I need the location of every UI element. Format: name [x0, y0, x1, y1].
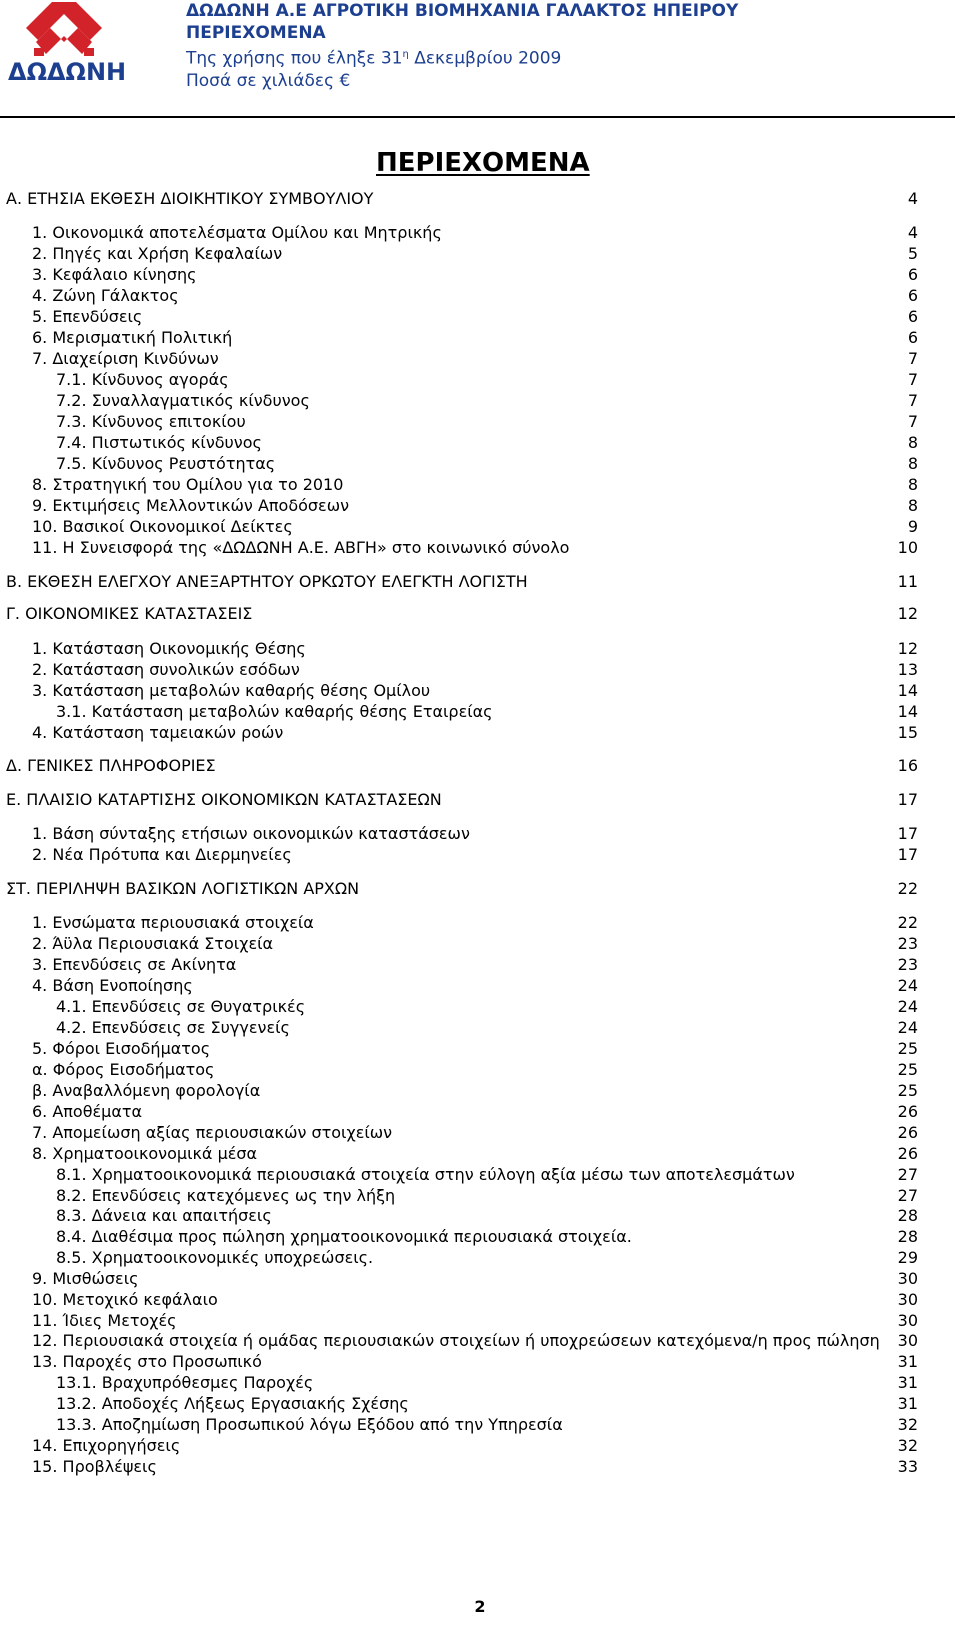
- toc-entry-label: Β. ΕΚΘΕΣΗ ΕΛΕΓΧΟΥ ΑΝΕΞΑΡΤΗΤΟΥ ΟΡΚΩΤΟΥ ΕΛΕΓΚΤΗ ΛΟΓΙΣΤΗ: [6, 572, 528, 591]
- toc-entry[interactable]: [0, 1415, 918, 1435]
- toc-entry[interactable]: [0, 475, 918, 495]
- page-header: [0, 0, 960, 118]
- toc-entry-label: 6. Μερισματική Πολιτική: [32, 328, 233, 347]
- toc-entry[interactable]: [0, 1060, 918, 1080]
- toc-entry[interactable]: [0, 660, 918, 680]
- toc-entry[interactable]: [0, 1311, 918, 1331]
- toc-entry-label: 15. Προβλέψεις: [32, 1457, 157, 1476]
- toc-entry-label: 12. Περιουσιακά στοιχεία ή ομάδας περιουσιακών στοιχείων ή υποχρεώσεων κατεχόμενα/η προς πώληση: [32, 1331, 880, 1350]
- toc-entry-label: Α. ΕΤΗΣΙΑ ΕΚΘΕΣΗ ΔΙΟΙΚΗΤΙΚΟΥ ΣΥΜΒΟΥΛΙΟΥ: [6, 189, 374, 208]
- toc-entry-label: 3. Κατάσταση μεταβολών καθαρής θέσης Ομίλου: [32, 681, 431, 700]
- toc-entry[interactable]: [0, 572, 918, 592]
- toc-entry-page: 23: [897, 955, 918, 974]
- toc-entry-page: 8: [907, 475, 918, 494]
- toc-entry-label: 5. Επενδύσεις: [32, 307, 143, 326]
- toc-entry-label: ΣΤ. ΠΕΡΙΛΗΨΗ ΒΑΣΙΚΩΝ ΛΟΓΙΣΤΙΚΩΝ ΑΡΧΩΝ: [6, 879, 360, 898]
- toc-entry[interactable]: [0, 845, 918, 865]
- toc-entry-page: 7: [907, 349, 918, 368]
- toc-entry-label: 8.4. Διαθέσιμα προς πώληση χρηματοοικονομικά περιουσιακά στοιχεία.: [56, 1227, 632, 1246]
- toc-entry-label: 8.2. Επενδύσεις κατεχόμενες ως την λήξη: [56, 1186, 396, 1205]
- toc-entry-label: 7.5. Κίνδυνος Ρευστότητας: [56, 454, 276, 473]
- toc-entry-page: 24: [897, 976, 918, 995]
- toc-entry-label: 11. Η Συνεισφορά της «ΔΩΔΩΝΗ Α.Ε. ΑΒΓΗ» στο κοινωνικό σύνολο: [32, 538, 570, 557]
- toc-entry-page: 6: [907, 307, 918, 326]
- toc-entry-page: 32: [897, 1436, 918, 1455]
- toc-entry[interactable]: [0, 349, 918, 369]
- toc-entry[interactable]: [0, 1165, 918, 1185]
- toc-entry-page: 22: [897, 879, 918, 898]
- toc-entry-label: 7.4. Πιστωτικός κίνδυνος: [56, 433, 262, 452]
- toc-entry[interactable]: [0, 517, 918, 537]
- toc-entry-label: 7.1. Κίνδυνος αγοράς: [56, 370, 229, 389]
- header-section: ΠΕΡΙΕΧΟΜΕΝΑ: [186, 23, 326, 43]
- toc-entry-label: 9. Μισθώσεις: [32, 1269, 139, 1288]
- toc-entry-page: 27: [897, 1165, 918, 1184]
- toc-entry-label: 4. Κατάσταση ταμειακών ροών: [32, 723, 284, 742]
- toc-entry-page: 17: [897, 824, 918, 843]
- toc-entry-label: Γ. ΟΙΚΟΝΟΜΙΚΕΣ ΚΑΤΑΣΤΑΣΕΙΣ: [6, 604, 253, 623]
- toc-entry[interactable]: [0, 604, 918, 624]
- toc-entry[interactable]: [0, 1373, 918, 1393]
- toc-entry[interactable]: [0, 681, 918, 701]
- toc-entry[interactable]: [0, 1394, 918, 1414]
- toc-entry-page: 28: [897, 1227, 918, 1246]
- toc-entry-label: 7.3. Κίνδυνος επιτοκίου: [56, 412, 246, 431]
- toc-entry[interactable]: [0, 1227, 918, 1247]
- toc-entry[interactable]: [0, 189, 918, 209]
- toc-entry[interactable]: [0, 702, 918, 722]
- toc-entry-page: 8: [907, 454, 918, 473]
- toc-entry-page: 26: [897, 1123, 918, 1142]
- toc-entry-label: 9. Εκτιμήσεις Μελλοντικών Αποδόσεων: [32, 496, 350, 515]
- toc-entry-page: 31: [897, 1373, 918, 1392]
- toc-entry-page: 30: [897, 1311, 918, 1330]
- toc-entry-page: 15: [897, 723, 918, 742]
- toc-entry-page: 25: [897, 1060, 918, 1079]
- toc-entry-page: 12: [897, 639, 918, 658]
- toc-entry-label: β. Αναβαλλόμενη φορολογία: [32, 1081, 261, 1100]
- toc-entry-label: 8.3. Δάνεια και απαιτήσεις: [56, 1206, 272, 1225]
- toc-entry-label: 2. Κατάσταση συνολικών εσόδων: [32, 660, 300, 679]
- toc-entry-label: 13. Παροχές στο Προσωπικό: [32, 1352, 262, 1371]
- toc-entry-label: 4.2. Επενδύσεις σε Συγγενείς: [56, 1018, 290, 1037]
- toc-entry-label: 6. Αποθέματα: [32, 1102, 143, 1121]
- toc-entry[interactable]: [0, 1039, 918, 1059]
- toc-entry-page: 26: [897, 1144, 918, 1163]
- header-divider: [0, 116, 955, 118]
- toc-entry-label: 4. Βάση Ενοποίησης: [32, 976, 193, 995]
- toc-entry[interactable]: [0, 1186, 918, 1206]
- toc-entry[interactable]: [0, 370, 918, 390]
- toc-entry[interactable]: [0, 934, 918, 954]
- toc-entry-label: 3. Κεφάλαιο κίνησης: [32, 265, 197, 284]
- toc-entry-page: 6: [907, 265, 918, 284]
- toc-entry-page: 17: [897, 790, 918, 809]
- toc-entry-page: 7: [907, 391, 918, 410]
- toc-entry[interactable]: [0, 244, 918, 264]
- toc-entry[interactable]: [0, 286, 918, 306]
- toc-entry[interactable]: [0, 756, 918, 776]
- toc-entry-page: 23: [897, 934, 918, 953]
- toc-entry[interactable]: [0, 1206, 918, 1226]
- toc-entry[interactable]: [0, 723, 918, 743]
- toc-entry[interactable]: [0, 328, 918, 348]
- toc-entry-label: 3.1. Κατάσταση μεταβολών καθαρής θέσης Εταιρείας: [56, 702, 493, 721]
- toc-entry[interactable]: [0, 412, 918, 432]
- toc-entry[interactable]: [0, 433, 918, 453]
- toc-entry-page: 9: [907, 517, 918, 536]
- toc-entry-page: 8: [907, 496, 918, 515]
- company-name: ΔΩΔΩΝΗ Α.Ε ΑΓΡΟΤΙΚΗ ΒΙΟΜΗΧΑΝΙΑ ΓΑΛΑΚΤΟΣ ΗΠΕΙΡΟΥ: [186, 1, 739, 21]
- toc-entry-page: 8: [907, 433, 918, 452]
- toc-entry-page: 4: [907, 223, 918, 242]
- toc-entry-page: 7: [907, 370, 918, 389]
- toc-entry-page: 29: [897, 1248, 918, 1267]
- toc-entry-label: 13.3. Αποζημίωση Προσωπικού λόγω Εξόδου από την Υπηρεσία: [56, 1415, 563, 1434]
- toc-entry-page: 7: [907, 412, 918, 431]
- toc-entry[interactable]: [0, 790, 918, 810]
- toc-entry-page: 24: [897, 1018, 918, 1037]
- toc-entry-page: 16: [897, 756, 918, 775]
- toc-entry[interactable]: [0, 1331, 918, 1351]
- amounts-unit: Ποσά σε χιλιάδες €: [186, 70, 351, 91]
- toc-entry-label: 13.2. Αποδοχές Λήξεως Εργασιακής Σχέσης: [56, 1394, 409, 1413]
- toc-entry[interactable]: [0, 1102, 918, 1122]
- toc-entry[interactable]: [0, 1436, 918, 1456]
- toc-entry-page: 17: [897, 845, 918, 864]
- page-title: ΠΕΡΙΕΧΟΜΕΝΑ: [376, 148, 590, 178]
- toc-entry[interactable]: [0, 1144, 918, 1164]
- toc-entry[interactable]: [0, 639, 918, 659]
- toc-entry-page: 25: [897, 1039, 918, 1058]
- toc-entry-label: 10. Μετοχικό κεφάλαιο: [32, 1290, 218, 1309]
- toc-entry[interactable]: [0, 955, 918, 975]
- toc-entry-label: 1. Οικονομικά αποτελέσματα Ομίλου και Μητρικής: [32, 223, 442, 242]
- toc-entry[interactable]: [0, 496, 918, 516]
- toc-entry-page: 13: [897, 660, 918, 679]
- toc-entry-label: 2. Νέα Πρότυπα και Διερμηνείες: [32, 845, 292, 864]
- toc-entry-label: 4. Ζώνη Γάλακτος: [32, 286, 179, 305]
- toc-entry[interactable]: [0, 976, 918, 996]
- toc-entry[interactable]: [0, 1269, 918, 1289]
- page-number: 2: [474, 1597, 486, 1616]
- toc-entry[interactable]: [0, 391, 918, 411]
- toc-entry-label: 13.1. Βραχυπρόθεσμες Παροχές: [56, 1373, 314, 1392]
- toc-entry-label: 7. Διαχείριση Κινδύνων: [32, 349, 219, 368]
- toc-entry-page: 12: [897, 604, 918, 623]
- toc-entry-label: 1. Βάση σύνταξης ετήσιων οικονομικών καταστάσεων: [32, 824, 470, 843]
- toc-entry-page: 26: [897, 1102, 918, 1121]
- toc-entry-page: 31: [897, 1352, 918, 1371]
- toc-entry[interactable]: [0, 879, 918, 899]
- toc-entry-page: 32: [897, 1415, 918, 1434]
- toc-entry-page: 10: [897, 538, 918, 557]
- toc-entry-label: 4.1. Επενδύσεις σε Θυγατρικές: [56, 997, 306, 1016]
- toc-entry[interactable]: [0, 1018, 918, 1038]
- toc-entry-page: 31: [897, 1394, 918, 1413]
- toc-entry[interactable]: [0, 1248, 918, 1268]
- toc-entry-label: 1. Κατάσταση Οικονομικής Θέσης: [32, 639, 306, 658]
- header-text-block: [186, 0, 738, 92]
- toc-entry[interactable]: [0, 824, 918, 844]
- toc-entry-label: 8. Χρηματοοικονομικά μέσα: [32, 1144, 258, 1163]
- toc-entry-page: 30: [897, 1331, 918, 1350]
- toc-entry[interactable]: [0, 307, 918, 327]
- toc-entry[interactable]: [0, 1123, 918, 1143]
- toc-entry-label: 5. Φόροι Εισοδήματος: [32, 1039, 211, 1058]
- toc-entry-label: Δ. ΓΕΝΙΚΕΣ ΠΛΗΡΟΦΟΡΙΕΣ: [6, 756, 216, 775]
- toc-entry-page: 4: [907, 189, 918, 208]
- toc-entry[interactable]: [0, 997, 918, 1017]
- toc-entry-page: 30: [897, 1290, 918, 1309]
- toc-entry-page: 33: [897, 1457, 918, 1476]
- toc-entry-page: 22: [897, 913, 918, 932]
- toc-entry-label: 10. Βασικοί Οικονομικοί Δείκτες: [32, 517, 293, 536]
- toc-entry[interactable]: [0, 1290, 918, 1310]
- toc-entry-page: 14: [897, 702, 918, 721]
- toc-entry-label: 8. Στρατηγική του Ομίλου για το 2010: [32, 475, 344, 494]
- toc-entry[interactable]: [0, 913, 918, 933]
- toc-entry[interactable]: [0, 1457, 918, 1477]
- toc-entry-label: 11. Ίδιες Μετοχές: [32, 1311, 177, 1330]
- toc-entry[interactable]: [0, 538, 918, 558]
- toc-entry-label: 3. Επενδύσεις σε Ακίνητα: [32, 955, 237, 974]
- toc-entry[interactable]: [0, 265, 918, 285]
- toc-entry-page: 6: [907, 328, 918, 347]
- toc-entry[interactable]: [0, 1081, 918, 1101]
- toc-entry-label: 7.2. Συναλλαγματικός κίνδυνος: [56, 391, 310, 410]
- toc-entry-label: 8.1. Χρηματοοικονομικά περιουσιακά στοιχεία στην εύλογη αξία μέσω των αποτελεσμάτων: [56, 1165, 795, 1184]
- toc-entry-page: 6: [907, 286, 918, 305]
- toc-entry[interactable]: [0, 1352, 918, 1372]
- toc-entry-page: 11: [897, 572, 918, 591]
- toc-entry-page: 27: [897, 1186, 918, 1205]
- toc-entry-page: 5: [907, 244, 918, 263]
- toc-entry-page: 28: [897, 1206, 918, 1225]
- toc-entry-label: 2. Πηγές και Χρήση Κεφαλαίων: [32, 244, 283, 263]
- toc-entry-label: 2. Άϋλα Περιουσιακά Στοιχεία: [32, 934, 274, 953]
- toc-entry-page: 30: [897, 1269, 918, 1288]
- toc-entry-label: 14. Επιχορηγήσεις: [32, 1436, 181, 1455]
- toc-entry-page: 24: [897, 997, 918, 1016]
- logo-wordmark: ΔΩΔΩΝΗ: [8, 58, 127, 86]
- toc-entry-label: Ε. ΠΛΑΙΣΙΟ ΚΑΤΑΡΤΙΣΗΣ ΟΙΚΟΝΟΜΙΚΩΝ ΚΑΤΑΣΤΑΣΕΩΝ: [6, 790, 442, 809]
- toc-entry-label: 7. Απομείωση αξίας περιουσιακών στοιχείων: [32, 1123, 393, 1142]
- toc-entry[interactable]: [0, 223, 918, 243]
- toc-entry-label: 1. Ενσώματα περιουσιακά στοιχεία: [32, 913, 314, 932]
- toc-entry-page: 14: [897, 681, 918, 700]
- toc-entry-page: 25: [897, 1081, 918, 1100]
- toc-entry-label: α. Φόρος Εισοδήματος: [32, 1060, 215, 1079]
- toc-entry[interactable]: [0, 454, 918, 474]
- toc-entry-label: 8.5. Χρηματοοικονομικές υποχρεώσεις.: [56, 1248, 374, 1267]
- reporting-period: Της χρήσης που έληξε $31^\eta$ Δεκεμβρίου 2009: [186, 48, 562, 69]
